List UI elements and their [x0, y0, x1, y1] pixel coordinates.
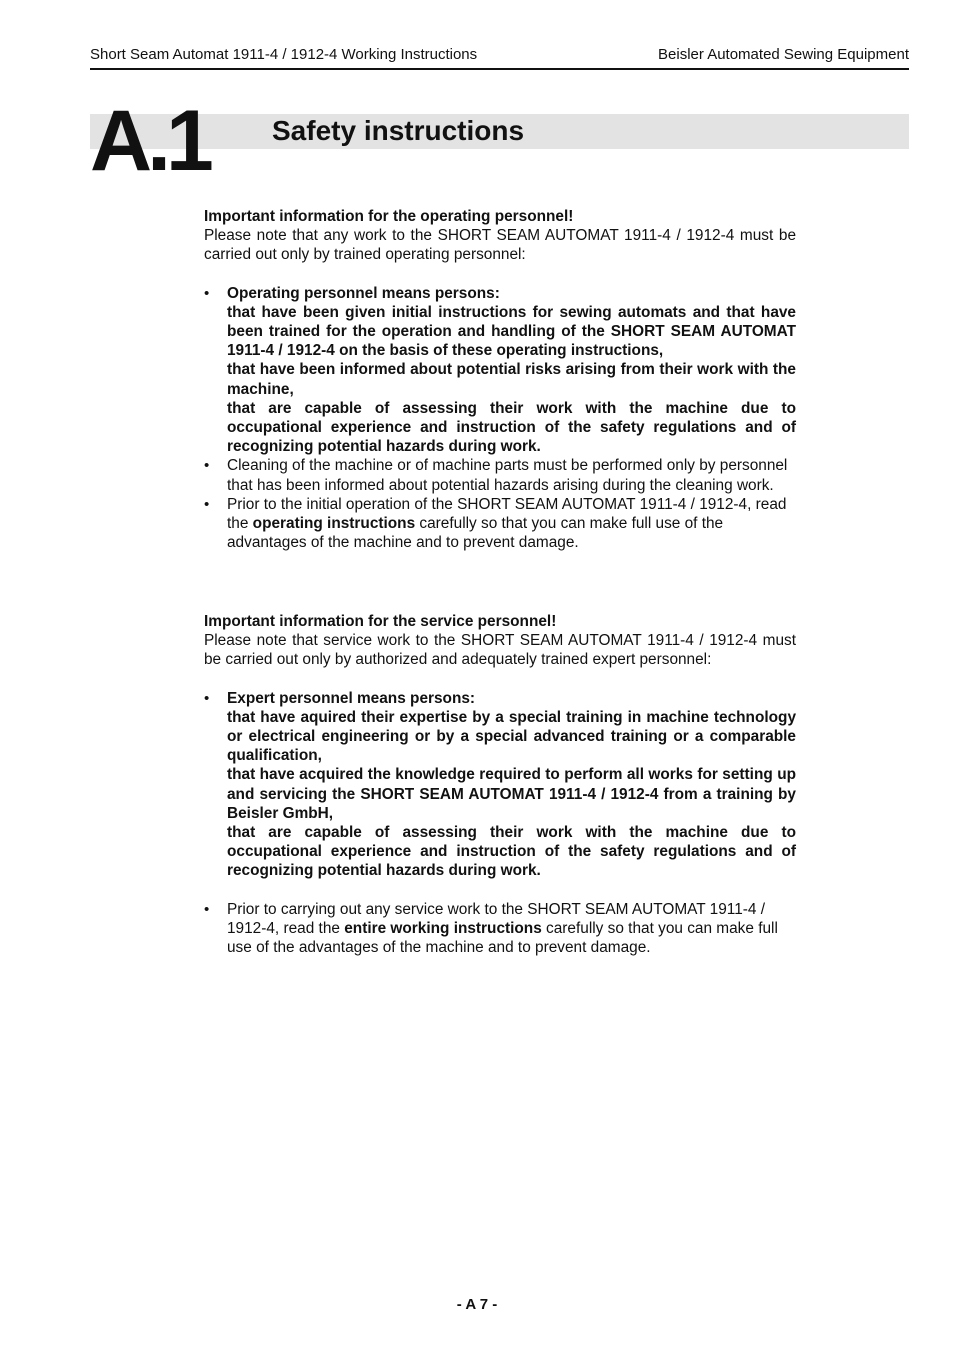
- cleaning-note: Cleaning of the machine or of machine parts must be performed only by personnel that has been informed about potential hazards arising during the cleaning work.: [227, 457, 788, 494]
- definition-item: that have aquired their expertise by a special training in machine technology or electrical engineering or by a special advanced training or a comparable qualification,: [227, 708, 796, 765]
- expert-personnel-label: Expert personnel means persons:: [227, 689, 476, 707]
- list-item: [204, 284, 796, 303]
- initial-operation-note-bold: operating instructions: [252, 515, 416, 533]
- header-document-title: Short Seam Automat 1911-4 / 1912-4 Working Instructions: [90, 46, 478, 63]
- definition-item: that have been informed about potential risks arising from their work with the machine,: [227, 361, 796, 398]
- list-item: [204, 456, 796, 494]
- service-intro: Please note that service work to the SHORT SEAM AUTOMAT 1911-4 / 1912-4 must be carried out only by authorized and adequately trained expert personnel:: [204, 632, 796, 669]
- section-number: A.1: [90, 93, 209, 189]
- bullet-icon: •: [204, 495, 210, 513]
- bullet-icon: •: [204, 689, 210, 707]
- service-work-note-bold: entire working instructions: [344, 919, 542, 937]
- operating-personnel-label: Operating personnel means persons:: [227, 284, 500, 302]
- expert-personnel-definitions: [227, 708, 796, 881]
- initial-operation-note-pre: Prior to the initial operation of the SHORT SEAM AUTOMAT 1911-4 / 1912-4, read the: [227, 495, 787, 533]
- operating-heading: Important information for the operating personnel!: [204, 208, 574, 225]
- service-personnel-block: [204, 612, 796, 957]
- definition-item: that are capable of assessing their work with the machine due to occupational experience and instruction of the safety regulations and of recognizing potential hazards during work.: [227, 399, 796, 456]
- operating-personnel-definitions: [227, 303, 796, 457]
- operating-intro: Please note that any work to the SHORT SEAM AUTOMAT 1911-4 / 1912-4 must be carried out only by trained operating personnel:: [204, 227, 796, 264]
- bullet-icon: •: [204, 457, 210, 475]
- definition-item: that are capable of assessing their work with the machine due to occupational experience and instruction of the safety regulations and of recognizing potential hazards during work.: [227, 824, 796, 880]
- service-work-note-pre: Prior to carrying out any service work to the SHORT SEAM AUTOMAT 1911-4 / 1912-4, read the: [227, 900, 766, 937]
- bullet-icon: •: [204, 284, 210, 302]
- list-item: [204, 900, 796, 958]
- running-header: [90, 44, 909, 70]
- service-bullet-list: [204, 689, 796, 708]
- definition-item: that have been given initial instructions for sewing automats and that have been trained for the operation and handling of the SHORT SEAM AUTOMAT 1911-4 / 1912-4 on the basis of these operating instructions,: [227, 303, 796, 360]
- service-work-note-post: carefully so that you can make full use of the advantages of the machine and to prevent damage.: [227, 919, 778, 957]
- service-bullet-list-continued: [204, 900, 796, 958]
- header-company-name: Beisler Automated Sewing Equipment: [658, 46, 909, 63]
- definition-item: that have acquired the knowledge required to perform all works for setting up and servicing the SHORT SEAM AUTOMAT 1911-4 / 1912-4 from a training by Beisler GmbH,: [227, 766, 796, 822]
- operating-bullet-list: [204, 284, 796, 303]
- list-item: [204, 689, 796, 708]
- page-number: - A 7 -: [456, 1296, 498, 1313]
- section-title: Safety instructions: [272, 115, 525, 146]
- service-heading: Important information for the service personnel!: [204, 613, 557, 630]
- list-item: [204, 495, 796, 553]
- initial-operation-note-post: carefully so that you can make full use of the advantages of the machine and to prevent damage.: [227, 515, 724, 552]
- operating-bullet-list-continued: [204, 456, 796, 552]
- bullet-icon: •: [204, 900, 210, 918]
- operating-personnel-block: [204, 207, 796, 552]
